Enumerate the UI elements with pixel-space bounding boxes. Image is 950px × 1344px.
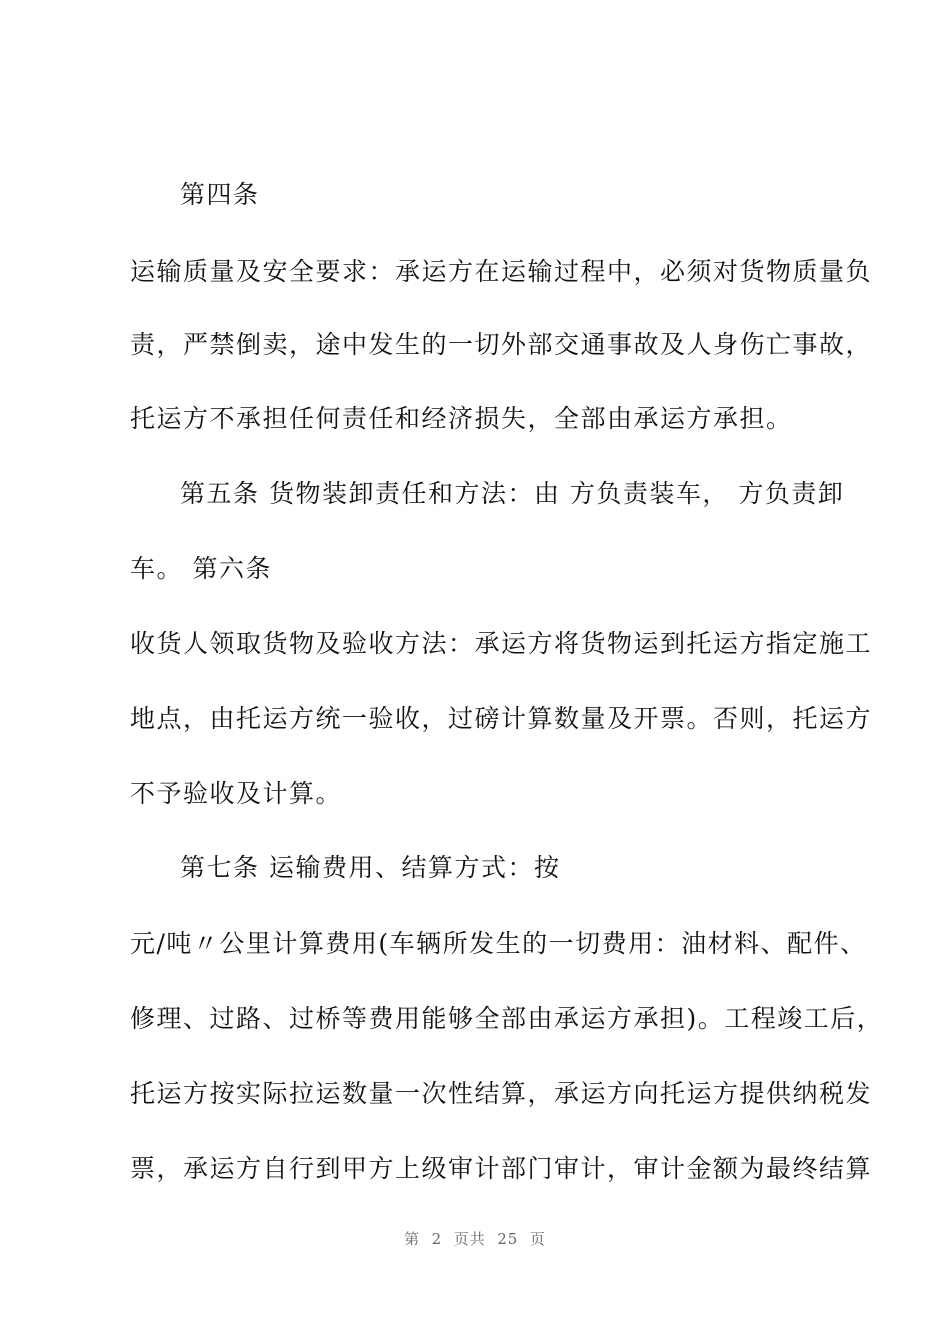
paragraph-line: 不予验收及计算。 xyxy=(130,779,343,808)
article-5-line: 第五条 货物装卸责任和方法：由 方负责装车， 方负责卸 xyxy=(180,479,845,508)
paragraph-line: 收货人领取货物及验收方法：承运方将货物运到托运方指定施工 xyxy=(130,629,873,658)
article-7-line: 第七条 运输费用、结算方式：按 xyxy=(180,853,561,882)
paragraph-line: 责，严禁倒卖，途中发生的一切外部交通事故及人身伤亡事故， xyxy=(130,330,873,359)
paragraph-line: 运输质量及安全要求：承运方在运输过程中，必须对货物质量负 xyxy=(130,257,873,286)
page-number-footer: 第 2 页共 25 页 xyxy=(404,1230,546,1248)
paragraph-line: 元/吨〃公里计算费用(车辆所发生的一切费用：油材料、配件、 xyxy=(130,929,867,958)
paragraph-line: 地点，由托运方统一验收，过磅计算数量及开票。否则，托运方 xyxy=(130,704,873,733)
paragraph-line: 车。 第六条 xyxy=(130,554,272,583)
paragraph-line: 托运方不承担任何责任和经济损失，全部由承运方承担。 xyxy=(130,404,793,433)
paragraph-line: 托运方按实际拉运数量一次性结算，承运方向托运方提供纳税发 xyxy=(130,1079,873,1108)
paragraph-line: 票，承运方自行到甲方上级审计部门审计，审计金额为最终结算 xyxy=(130,1154,873,1183)
paragraph-line: 修理、过路、过桥等费用能够全部由承运方承担)。工程竣工后， xyxy=(130,1004,884,1033)
article-4-heading: 第四条 xyxy=(180,180,260,209)
